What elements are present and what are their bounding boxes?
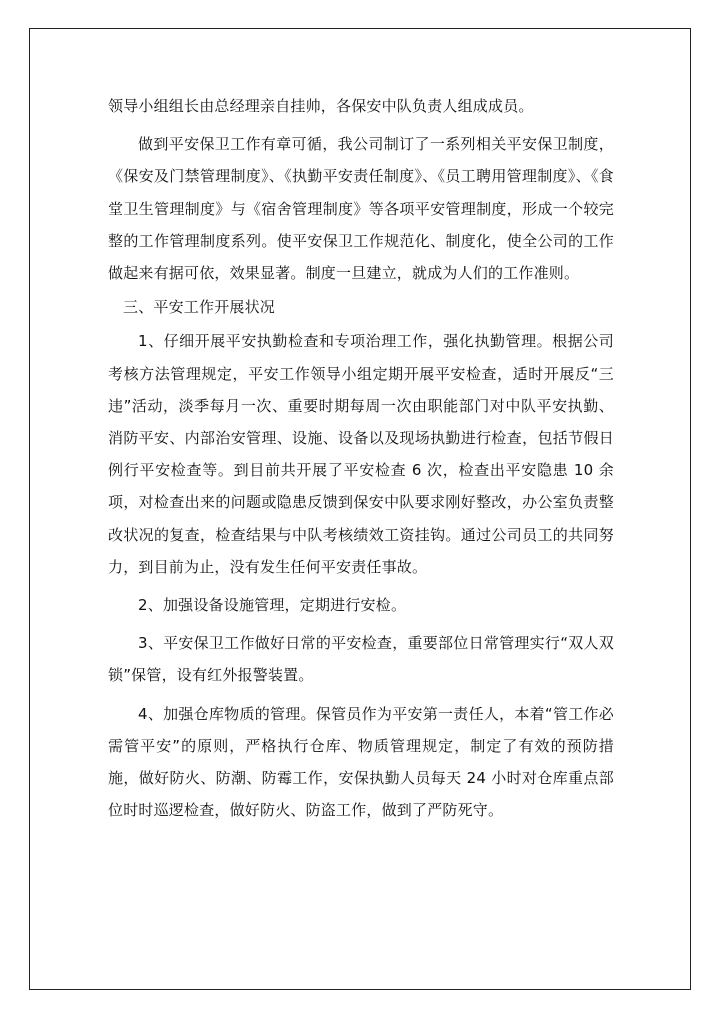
- section-heading-status: 三、平安工作开展状况: [123, 298, 276, 317]
- document-body: [108, 90, 614, 826]
- paragraph-item-2: 2、加强设备设施管理，定期进行安检。: [138, 596, 407, 615]
- paragraph-item-1: 1、仔细开展平安执勤检查和专项治理工作，强化执勤管理。根据公司考核方法管理规定，平安工作领导小组定期开展平安检查，适时开展反“三违”活动，淡季每月一次、重要时期每周一次由职能部门对中队平安执勤、消防平安、内部治安管理、设施、设备以及现场执勤进行检查，包括节假日例行平安检查等。到目前共开展了平安检查 6 次，检查出平安隐患 10 余项，对检查出来的问题或隐患反馈到保安中队要求刚好整改，办公室负责整改状况的复查，检查结果与中队考核绩效工资挂钩。通过公司员工的共同努力，到目前为止，没有发生任何平安责任事故。: [108, 332, 614, 576]
- paragraph-item-3: 3、平安保卫工作做好日常的平安检查，重要部位日常管理实行“双人双锁”保管，设有红外报警装置。: [108, 634, 614, 685]
- paragraph-regulations: 做到平安保卫工作有章可循，我公司制订了一系列相关平安保卫制度，《保安及门禁管理制度》、《执勤平安责任制度》、《员工聘用管理制度》、《食堂卫生管理制度》与《宿舍管理制度》等各项平安管理制度，形成一个较完整的工作管理制度系列。使平安保卫工作规范化、制度化，使全公司的工作做起来有据可依，效果显著。制度一旦建立，就成为人们的工作准则。: [108, 135, 614, 283]
- paragraph-leader-group: 领导小组组长由总经理亲自挂帅，各保安中队负责人组成成员。: [108, 97, 534, 115]
- paragraph-item-4: 4、加强仓库物质的管理。保管员作为平安第一责任人，本着“管工作必需管平安”的原则，严格执行仓库、物质管理规定，制定了有效的预防措施，做好防火、防潮、防霉工作，安保执勤人员每天 24 小时对仓库重点部位时时巡逻检查，做好防火、防盗工作，做到了严防死守。: [108, 704, 614, 820]
